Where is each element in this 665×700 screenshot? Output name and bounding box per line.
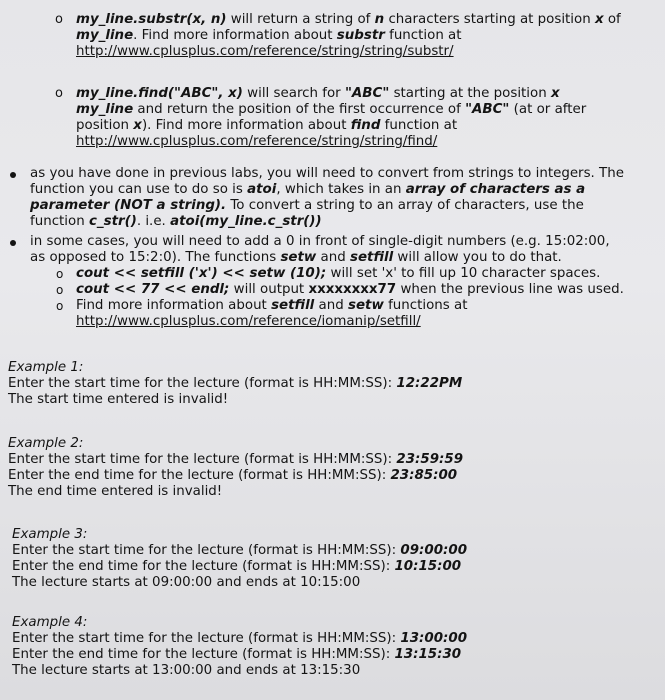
param-x: x <box>550 86 560 101</box>
text: . Find more information about <box>133 28 337 43</box>
user-input: 13:00:00 <box>400 631 468 646</box>
text: as opposed to 15:2:0). The functions <box>30 250 281 265</box>
text: and <box>314 298 348 313</box>
atoi-line-1: as you have done in previous labs, you will need to convert from strings to integers. The <box>30 166 624 181</box>
setw-item <box>30 234 610 266</box>
user-input: 10:15:00 <box>394 559 462 574</box>
user-input: 09:00:00 <box>400 543 468 558</box>
output-value: xxxxxxxx77 <box>308 282 397 297</box>
code-my-line: my_line <box>76 28 134 43</box>
code-atoi: atoi(my_line.c_str()) <box>170 214 322 229</box>
param-n: n <box>374 12 385 27</box>
keyword-atoi: atoi <box>247 182 277 197</box>
output-text: The end time entered is invalid! <box>8 484 223 499</box>
setfill-reference-link[interactable]: http://www.cplusplus.com/reference/iomanip/setfill/ <box>76 314 421 329</box>
hollow-bullet-icon: o <box>55 86 63 101</box>
example-title: Example 1: <box>8 360 84 375</box>
find-reference-link[interactable]: http://www.cplusplus.com/reference/string/string/find/ <box>76 134 438 149</box>
text: of <box>603 12 621 27</box>
prompt-text: Enter the end time for the lecture (format is HH:MM:SS): <box>8 468 391 483</box>
keyword-setfill: setfill <box>271 298 315 313</box>
string-abc: "ABC" <box>465 102 510 117</box>
prompt-text: Enter the end time for the lecture (format is HH:MM:SS): <box>12 647 395 662</box>
emphasis: parameter (NOT a string). <box>30 198 227 213</box>
keyword-substr: substr <box>336 28 385 43</box>
text: , which takes in an <box>276 182 406 197</box>
text: Find more information about <box>76 298 272 313</box>
code-cout: cout << 77 << endl; <box>76 282 230 297</box>
prompt-text: Enter the end time for the lecture (format is HH:MM:SS): <box>12 559 395 574</box>
example-1 <box>8 360 462 408</box>
example-title: Example 3: <box>12 527 88 542</box>
text: function you can use to do so is <box>30 182 248 197</box>
text: starting at the position <box>389 86 551 101</box>
keyword-setw: setw <box>280 250 317 265</box>
setw-line-1: in some cases, you will need to add a 0 in front of single-digit numbers (e.g. 15:02:00, <box>30 234 610 249</box>
param-x: x <box>133 118 142 133</box>
example-2 <box>8 436 463 500</box>
hollow-bullet-icon: o <box>56 283 64 297</box>
bullet-icon <box>10 240 16 246</box>
text: ). Find more information about <box>141 118 351 133</box>
atoi-item <box>30 166 624 230</box>
text: function <box>30 214 89 229</box>
text: will output <box>229 282 309 297</box>
text: when the previous line was used. <box>396 282 624 297</box>
example-3 <box>12 527 467 591</box>
user-input: 13:15:30 <box>394 647 462 662</box>
text: function at <box>380 118 458 133</box>
text: and <box>316 250 350 265</box>
keyword-c-str: c_str() <box>88 214 137 229</box>
text: will return a string of <box>226 12 375 27</box>
output-text: The start time entered is invalid! <box>8 392 229 407</box>
code-setfill: cout << setfill ('x') << setw (10); <box>76 266 327 281</box>
output-text: The lecture starts at 09:00:00 and ends at 10:15:00 <box>12 575 361 590</box>
code-my-line: my_line <box>76 102 134 117</box>
bullet-icon <box>10 172 16 178</box>
prompt-text: Enter the start time for the lecture (format is HH:MM:SS): <box>12 543 401 558</box>
text: and return the position of the first occurrence of <box>133 102 466 117</box>
string-abc: "ABC" <box>344 86 390 101</box>
prompt-text: Enter the start time for the lecture (format is HH:MM:SS): <box>12 631 401 646</box>
code-substr: my_line.substr(x, n) <box>76 12 227 27</box>
text: position <box>76 118 134 133</box>
prompt-text: Enter the start time for the lecture (format is HH:MM:SS): <box>8 452 397 467</box>
code-find: my_line.find("ABC", x) <box>76 86 243 101</box>
hollow-bullet-icon: o <box>56 267 64 281</box>
keyword-find: find <box>350 118 381 133</box>
keyword-setw: setw <box>347 298 384 313</box>
output-text: The lecture starts at 13:00:00 and ends at 13:15:30 <box>12 663 361 678</box>
text: will search for <box>242 86 345 101</box>
text: (at or after <box>509 102 587 117</box>
keyword-setfill: setfill <box>349 250 394 265</box>
hollow-bullet-icon: o <box>55 12 63 27</box>
substr-item <box>76 12 621 60</box>
text: will allow you to do that. <box>393 250 562 265</box>
find-item <box>76 86 586 150</box>
example-title: Example 4: <box>12 615 88 630</box>
text: To convert a string to an array of characters, use the <box>226 198 584 213</box>
substr-reference-link[interactable]: http://www.cplusplus.com/reference/string/string/substr/ <box>76 44 454 59</box>
prompt-text: Enter the start time for the lecture (format is HH:MM:SS): <box>8 376 397 391</box>
example-title: Example 2: <box>8 436 84 451</box>
param-x: x <box>594 12 604 27</box>
user-input: 12:22PM <box>396 376 463 391</box>
emphasis: array of characters as a <box>405 182 586 197</box>
text: . i.e. <box>136 214 171 229</box>
hollow-bullet-icon: o <box>56 299 64 313</box>
example-4 <box>12 615 467 679</box>
user-input: 23:59:59 <box>396 452 464 467</box>
setw-subitems <box>76 266 624 330</box>
text: will set 'x' to fill up 10 character spaces. <box>326 266 601 281</box>
text: functions at <box>383 298 468 313</box>
text: characters starting at position <box>384 12 595 27</box>
user-input: 23:85:00 <box>390 468 458 483</box>
text: function at <box>384 28 462 43</box>
